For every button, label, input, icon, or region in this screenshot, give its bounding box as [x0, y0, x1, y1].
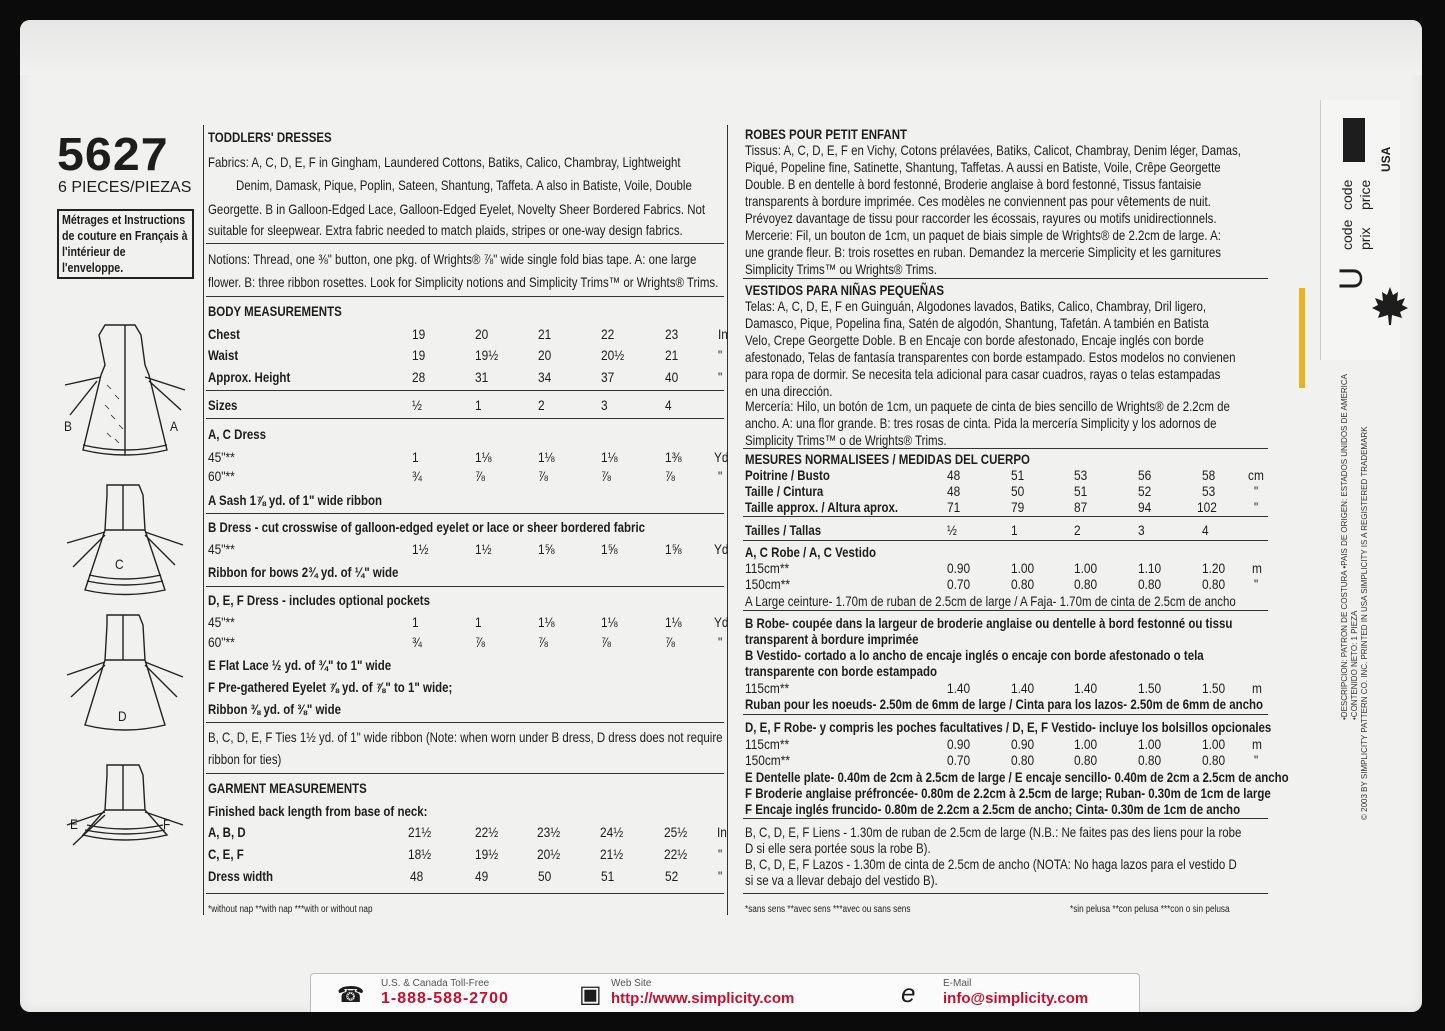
en-def-dress-title: D, E, F Dress - includes optional pockets — [208, 592, 431, 608]
en-fabrics-line: Fabrics: A, C, D, E, F in Gingham, Laundered Cottons, Batiks, Calico, Chambray, Lightweight — [208, 154, 681, 170]
metric-def-extra: E Dentelle plate- 0.40m de 2cm à 2.5cm de large / E encaje sencillo- 0.40m de 2cm a 2.5cm de ancho — [745, 769, 1289, 785]
fr-tissus-line: Double. B en dentelle à bord festonné, Broderie anglaise à bord festonné, Tissus fantaisie — [745, 176, 1202, 192]
column-divider — [727, 125, 728, 915]
en-b-dress-title: B Dress - cut crosswise of galloon-edged eyelet or lace or sheer bordered fabric — [208, 519, 646, 535]
price-code-panel: USA code price U code prix — [1320, 100, 1400, 360]
fr-title: ROBES POUR PETIT ENFANT — [745, 126, 908, 142]
en-footnote: *without nap **with nap ***with or without nap — [208, 904, 373, 915]
metric-ac-title: A, C Robe / A, C Vestido — [745, 544, 876, 560]
maple-leaf-icon — [1370, 285, 1410, 327]
es-title: VESTIDOS PARA NIÑAS PEQUEÑAS — [745, 282, 945, 298]
metric-b-ribbon: Ruban pour les noeuds- 2.50m de 6mm de large / Cinta para los lazos- 2.50m de 6mm de ancho — [745, 696, 1264, 712]
fr-tissus-line: Tissus: A, C, D, E, F en Vichy, Cotons prélavées, Batiks, Calicot, Chambray, Denim léger, Damas, — [745, 142, 1241, 158]
french-instructions-box: Métrages et Instructions de couture en Français à l'intérieur de l'enveloppe. — [57, 209, 194, 279]
en-b-ribbon: Ribbon for bows 2¾ yd. of ¼" wide — [208, 564, 399, 580]
metric-liens-line: B, C, D, E, F Liens - 1.30m de ruban de 2.5cm de large (N.B.: Ne faites pas des liens pour la robe — [745, 824, 1242, 840]
metric-liens-line: si se va a llevar debajo del vestido B). — [745, 872, 938, 888]
metric-b-title: transparente con borde estampado — [745, 663, 938, 679]
en-notions-line: Notions: Thread, one ⅜" button, one pkg. of Wrights® ⅞" wide single fold bias tape. A: one large — [208, 251, 697, 267]
en-ac-dress-title: A, C Dress — [208, 426, 267, 442]
metric-liens-line: B, C, D, E, F Lazos - 1.30m de cinta de 2.5cm de ancho (NOTA: No haga lazos para el vestido D — [745, 856, 1237, 872]
es-footnote: *sin pelusa **con pelusa ***con o sin pelusa — [1070, 904, 1230, 915]
copyright-line: •DESCRIPCION: PATRON DE COSTURA •PAIS DE ORIGEN: ESTADOS UNIDOS DE AMERICA — [1340, 374, 1349, 720]
metric-b-title: transparent à bordure imprimée — [745, 631, 919, 647]
email-link[interactable]: info@simplicity.com — [943, 990, 1089, 1007]
view-label-f: F — [163, 816, 171, 832]
en-title: TODDLERS' DRESSES — [208, 129, 332, 145]
en-def-extra: Ribbon ⅜ yd. of ⅜" wide — [208, 701, 342, 717]
metric-b-title: B Vestido- cortado a lo ancho de encaje inglés o encaje con borde afestonado o tela — [745, 647, 1204, 663]
computer-icon: ▣ — [579, 981, 602, 1008]
contact-footer — [310, 973, 1140, 1012]
es-telas-line: Velo, Crepe Georgette Doble. B en Encaje con borde afestonado, Encaje inglés con borde — [745, 332, 1204, 348]
metric-liens-line: D si elle sera portée sous la robe B). — [745, 840, 931, 856]
phone-label: U.S. & Canada Toll-Free — [381, 978, 490, 989]
fr-mercerie-line: une grande fleur. B: trois rosettes en ruban. Demandez la mercerie Simplicity et les garnitures — [745, 244, 1222, 260]
usa-label: USA — [1379, 146, 1393, 172]
view-label-e: E — [70, 816, 78, 832]
email-label: E-Mail — [943, 978, 972, 989]
en-ac-sash: A Sash 1⅞ yd. of 1" wide ribbon — [208, 492, 383, 508]
en-fabrics-line: Georgette. B in Galloon-Edged Lace, Galloon-Edged Eyelet, Novelty Sheer Bordered Fabrics. Not — [208, 201, 706, 217]
es-merceria-line: Simplicity Trims™ o de Wrights® Trims. — [745, 432, 947, 448]
en-ties-line: B, C, D, E, F Ties 1½ yd. of 1" wide ribbon (Note: when worn under B dress, D dress does not require — [208, 729, 723, 745]
es-telas-line: Damasco, Pique, Popelina fina, Satén de algodón, Shantung, Tafetán. A también en Batista — [745, 315, 1209, 331]
metric-title: MESURES NORMALISEES / MEDIDAS DEL CUERPO — [745, 451, 1030, 467]
fr-footnote: *sans sens **avec sens ***avec ou sans sens — [745, 904, 911, 915]
copyright-line: © 2003 BY SIMPLICITY PATTERN CO. INC. PRINTED IN USA SIMPLICITY IS A REGISTERED TRADEMARK — [1360, 426, 1369, 820]
es-merceria-line: ancho. A: una flor grande. B: tres rosas de cinta. Pida la mercería Simplicity y los adornos de — [745, 415, 1217, 431]
email-icon: e — [901, 978, 916, 1008]
view-label-a: A — [170, 418, 178, 434]
en-fabrics-line: suitable for sleepwear. Extra fabric needed to match plaids, stripes or one-way design fabrics. — [208, 222, 683, 238]
fr-tissus-line: Piqué, Popeline fine, Satinette, Shantung, Taffetas. A aussi en Batiste, Voile, Crêpe Georgette — [745, 159, 1221, 175]
fr-tissus-line: transparents à bordure imprimée. Ces modèles ne conviennent pas pour vêtements de nuit. — [745, 193, 1211, 209]
metric-ac-sash: A Large ceinture- 1.70m de ruban de 2.5cm de large / A Faja- 1.70m de cinta de 2.5cm de ancho — [745, 593, 1236, 609]
dress-views-illustration — [45, 315, 205, 855]
pattern-envelope-back: 5627 6 PIECES/PIEZAS Métrages et Instructions de couture en Français à l'intérieur de l'enveloppe. B A C D E F TODDLERS' DRESSES Fabrics: A, C, D, E, F in Gingham, Laundered Cottons, Batiks, Calico, Chambray, Lightweight Denim, Damask, Pique, Poplin, Sateen, Shantung, Taffeta. A also in Batiste, Voile, Double Georgette. B in Galloon-Edged Lace, Galloon-Edged Eyelet, Novelty Sheer Bordered Fabrics. Not suitable for sleepwear. Extra fabric needed to match plaids, stripes or one-way design fabrics. Notions: Thread, one ⅜" button, one pkg. of Wrights® ⅞" wide single fold bias tape. A: one large flower. B: three ribbon rosettes. Look for Simplicity notions and Simplicity Trims™ or Wrights® Trims. BODY MEASUREMENTS Chest 19 20 21 22 23 In Waist 19 19½ 20 20½ 21 " Approx. Height 28 31 34 37 40 " Sizes ½ 1 2 3 4 A, C Dress 45"** 1 1⅛ 1⅛ 1⅛ 1⅜ Yd 60"** ¾ ⅞ ⅞ ⅞ ⅞ " A Sash 1⅞ yd. of 1" wide ribbon B Dress - cut crosswise of galloon-edged eyelet or lace or sheer bordered fabric 45"** 1½ 1½ 1⅝ 1⅝ 1⅝ Yd Ribbon for bows 2¾ yd. of ¼" wide D, E, F Dress - includes optional pockets 45"** 1 1 1⅛ 1⅛ 1⅛ Yd 60"** ¾ ⅞ ⅞ ⅞ ⅞ " E Flat Lace ½ yd. of ¾" to 1" wide F Pre-gathered Eyelet ⅞ yd. of ⅞" to 1" wide; Ribbon ⅜ yd. of ⅜" wide B, C, D, E, F Ties 1½ yd. of 1" wide ribbon (Note: when worn under B dress, D dress does not require ribbon for ties) GARMENT MEASUREMENTS Finished back length from base of neck: A, B, D 21½ 22½ 23½ 24½ 25½ In C, E, F 18½ 19½ 20½ 21½ 22½ " Dress width 48 49 50 51 52 " *without nap **with nap ***with or without nap ROBES POUR PETIT ENFANT Tissus: A, C, D, E, F en Vichy, Cotons prélavées, Batiks, Calicot, Chambray, Denim léger, Damas, Piqué, Popeline fine, Satinette, Shantung, Taffetas. A aussi en Batiste, Voile, Crêpe Georgette Double. B en dentelle à bord festonné, Broderie anglaise à bord festonné, Tissus fantaisie transparents à bordure imprimée. Ces modèles ne conviennent pas pour vêtements de nuit. Prévoyez davantage de tissu pour raccorder les écossais, rayures ou motifs unidirectionnels. Mercerie: Fil, un bouton de 1cm, un paquet de biais simple de Wrights® de 2.2cm de large. A: une grande fleur. B: trois rosettes en ruban. Demandez la mercerie Simplicity et les garnitures Simplicity Trims™ ou Wrights® Trims. VESTIDOS PARA NIÑAS PEQUEÑAS Telas: A, C, D, E, F en Guinguán, Algodones lavados, Batiks, Calico, Chambray, Dril ligero, Damasco, Pique, Popelina fina, Satén de algodón, Shantung, Tafetán. A también en Batista Velo, Crepe Georgette Doble. B en Encaje con borde afestonado, Encaje inglés con borde afestonado, Telas de fantasía transparentes con borde estampado. Estos modelos no convienen para ropa de dormir. Se necesita tela adicional para casar cuadros, rayas o telas estampadas en una dirección. Mercería: Hilo, un botón de 1cm, un paquete de cinta de bies sencillo de Wrights® de 2.2cm de ancho. A: una flor grande. B: tres rosas de cinta. Pida la mercería Simplicity y los adornos de Simplicity Trims™ o de Wrights® Trims. MESURES NORMALISEES / MEDIDAS DEL CUERPO Poitrine / Busto 48 51 53 56 58 cm Taille / Cintura 48 50 51 52 53 " Taille approx. / Altura aprox. 71 79 87 94 102 " Tailles / Tallas ½ 1 2 3 4 A, C Robe / A, C Vestido 115cm** 0.90 1.00 1.00 1.10 1.20 m 150cm** 0.70 0.80 0.80 0.80 0.80 " A Large ceinture- 1.70m de ruban de 2.5cm de large / A Faja- 1.70m de cinta de 2.5cm de ancho B Robe- coupée dans la largeur de broderie anglaise ou dentelle à bord festonné ou tissu transparent à bordure imprimée B Vestido- cortado a lo ancho de encaje inglés o encaje con borde afestonado o tela transparente con borde estampado 115cm** 1.40 1.40 1.40 1.50 1.50 m Ruban pour les noeuds- 2.50m de 6mm de large / Cinta para los lazos- 2.50m de 6mm de ancho D, E, F Robe- y compris les poches facultatives / D, E, F Vestido- incluye los bolsillos opcionales 115cm** 0.90 0.90 1.00 1.00 1.00 m 150cm** 0.70 0.80 0.80 0.80 0.80 " E Dentelle plate- 0.40m de 2cm à 2.5cm de large / E encaje sencillo- 0.40m de 2cm a 2.5cm de ancho F Broderie anglaise préfroncée- 0.80m de 2.2cm à 2.5cm de large; Ruban- 0.30m de 1cm de large F Encaje inglés fruncido- 0.80m de 2.2cm a 2.5cm de ancho; Cinta- 0.30m de 1cm de ancho B, C, D, E, F Liens - 1.30m de ruban de 2.5cm de large (N.B.: Ne faites pas des liens pour la robe D si elle sera portée sous la robe B). B, C, D, E, F Lazos - 1.30m de cinta de 2.5cm de ancho (NOTA: No haga lazos para el vestido D si se va a llevar debajo del vestido B). *sans sens **avec sens ***avec ou sans sens *sin pelusa **con pelusa ***con o sin pelusa USA code price U code prix © 2003 BY SIMPLICITY PATTERN CO. INC. PRINTED IN USA SIMPLICITY IS A REGISTERED TRADEMARK •DESCRIPCION: PATRON DE COSTURA •PAIS DE ORIGEN: ESTADOS UNIDOS DE AMERICA •CONTENIDO NETO: 1 PIEZA ☎ U.S. & Canada Toll-Free 1-888-588-2700 ▣ Web Site http://www.simplicity.com e E-Mail info@simplicity.com — [20, 20, 1422, 1012]
fr-tissus-line: Prévoyez davantage de tissu pour raccorder les écossais, rayures ou motifs unidirectionnels. — [745, 210, 1217, 226]
en-def-extra: E Flat Lace ½ yd. of ¾" to 1" wide — [208, 657, 392, 673]
en-garment-title: GARMENT MEASUREMENTS — [208, 780, 367, 796]
es-telas-line: Telas: A, C, D, E, F en Guinguán, Algodones lavados, Batiks, Calico, Chambray, Dril ligero, — [745, 298, 1207, 314]
es-telas-line: en una dirección. — [745, 383, 833, 399]
metric-b-title: B Robe- coupée dans la largeur de broderie anglaise ou dentelle à bord festonné ou tissu — [745, 615, 1233, 631]
copyright-line: •CONTENIDO NETO: 1 PIEZA — [1350, 610, 1359, 720]
es-telas-line: afestonado, Telas de fantasía transparentes con borde estampado. Estos modelos no convienen — [745, 349, 1236, 365]
fr-mercerie-line: Mercerie: Fil, un bouton de 1cm, un paquet de biais simple de Wrights® de 2.2cm de large. A: — [745, 227, 1221, 243]
web-label: Web Site — [611, 978, 652, 989]
fr-mercerie-line: Simplicity Trims™ ou Wrights® Trims. — [745, 261, 937, 277]
en-body-measurements-title: BODY MEASUREMENTS — [208, 303, 342, 319]
en-fabrics-line: Denim, Damask, Pique, Poplin, Sateen, Shantung, Taffeta. A also in Batiste, Voile, Double — [236, 177, 692, 193]
en-garment-subtitle: Finished back length from base of neck: — [208, 803, 428, 819]
price-code: U — [1333, 266, 1369, 290]
en-ties-line: ribbon for ties) — [208, 751, 282, 767]
view-label-c: C — [115, 556, 124, 572]
web-link[interactable]: http://www.simplicity.com — [611, 990, 795, 1007]
metric-def-title: D, E, F Robe- y compris les poches facultatives / D, E, F Vestido- incluye los bolsillos opcionales — [745, 719, 1272, 735]
es-telas-line: para ropa de dormir. Se necesita tela adicional para casar cuadros, rayas o telas estampadas — [745, 366, 1221, 382]
phone-number[interactable]: 1-888-588-2700 — [381, 990, 509, 1007]
pieces-count: 6 PIECES/PIEZAS — [58, 179, 192, 196]
column-divider — [203, 125, 204, 915]
metric-def-extra: F Broderie anglaise préfroncée- 0.80m de 2.2cm à 2.5cm de large; Ruban- 0.30m de 1cm de large — [745, 785, 1271, 801]
view-label-d: D — [118, 708, 127, 724]
en-def-extra: F Pre-gathered Eyelet ⅞ yd. of ⅞" to 1" wide; — [208, 679, 453, 695]
pattern-number: 5627 — [57, 128, 169, 180]
en-notions-line: flower. B: three ribbon rosettes. Look for Simplicity notions and Simplicity Trims™ or Wrights® Trims. — [208, 274, 719, 290]
phone-icon: ☎ — [337, 982, 365, 1007]
view-label-b: B — [64, 418, 72, 434]
metric-def-extra: F Encaje inglés fruncido- 0.80m de 2.2cm a 2.5cm de ancho; Cinta- 0.30m de 1cm de ancho — [745, 801, 1241, 817]
es-merceria-line: Mercería: Hilo, un botón de 1cm, un paquete de cinta de bies sencillo de Wrights® de 2.2cm de — [745, 398, 1230, 414]
